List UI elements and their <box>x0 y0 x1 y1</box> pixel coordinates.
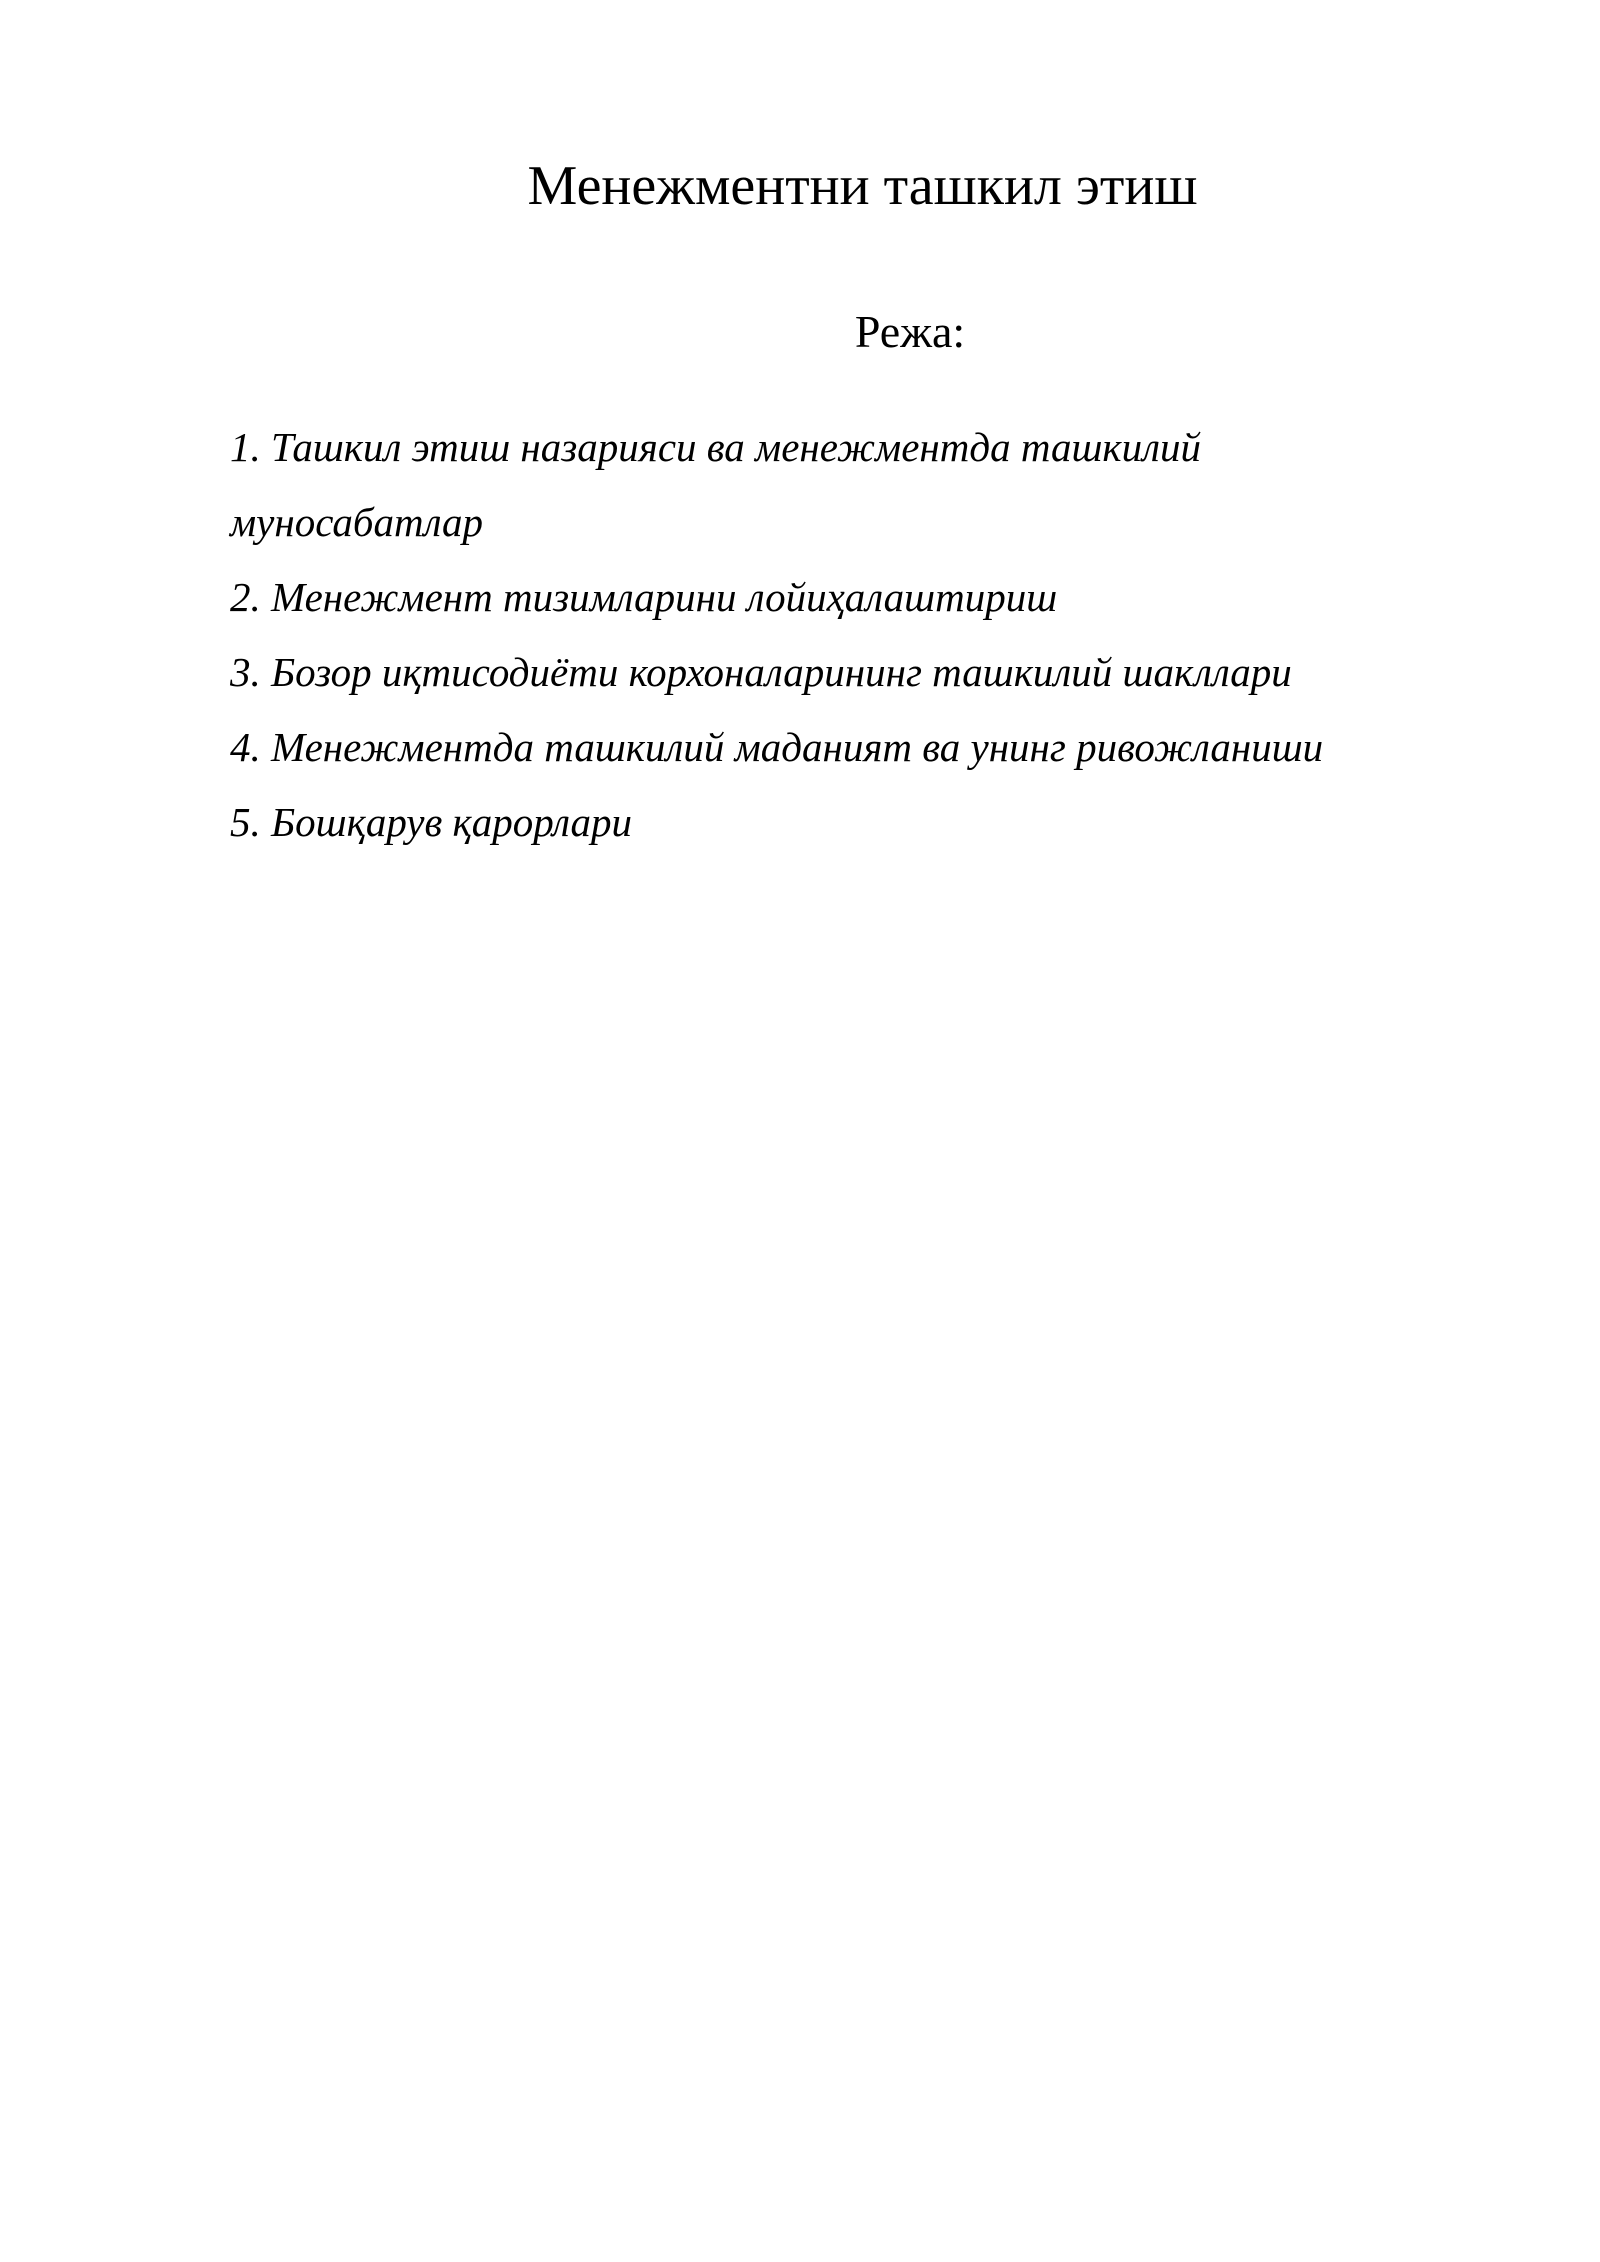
plan-list <box>230 410 1430 860</box>
plan-item-1-line-1: 1. Ташкил этиш назарияси ва менежментда ташкилий <box>230 424 1201 470</box>
plan-heading: Режа: <box>854 306 966 357</box>
plan-item-4: 4. Менежментда ташкилий маданият ва унинг ривожланиши <box>230 724 1324 770</box>
document-title: Менежментни ташкил этиш <box>527 155 1198 217</box>
plan-item-1-line-2: муносабатлар <box>230 499 483 545</box>
plan-item-5: 5. Бошқарув қарорлари <box>230 799 633 845</box>
plan-item-3: 3. Бозор иқтисодиёти корхоналарининг ташкилий шакллари <box>230 649 1292 695</box>
plan-item-2: 2. Менежмент тизимларини лойиҳалаштириш <box>230 574 1058 620</box>
